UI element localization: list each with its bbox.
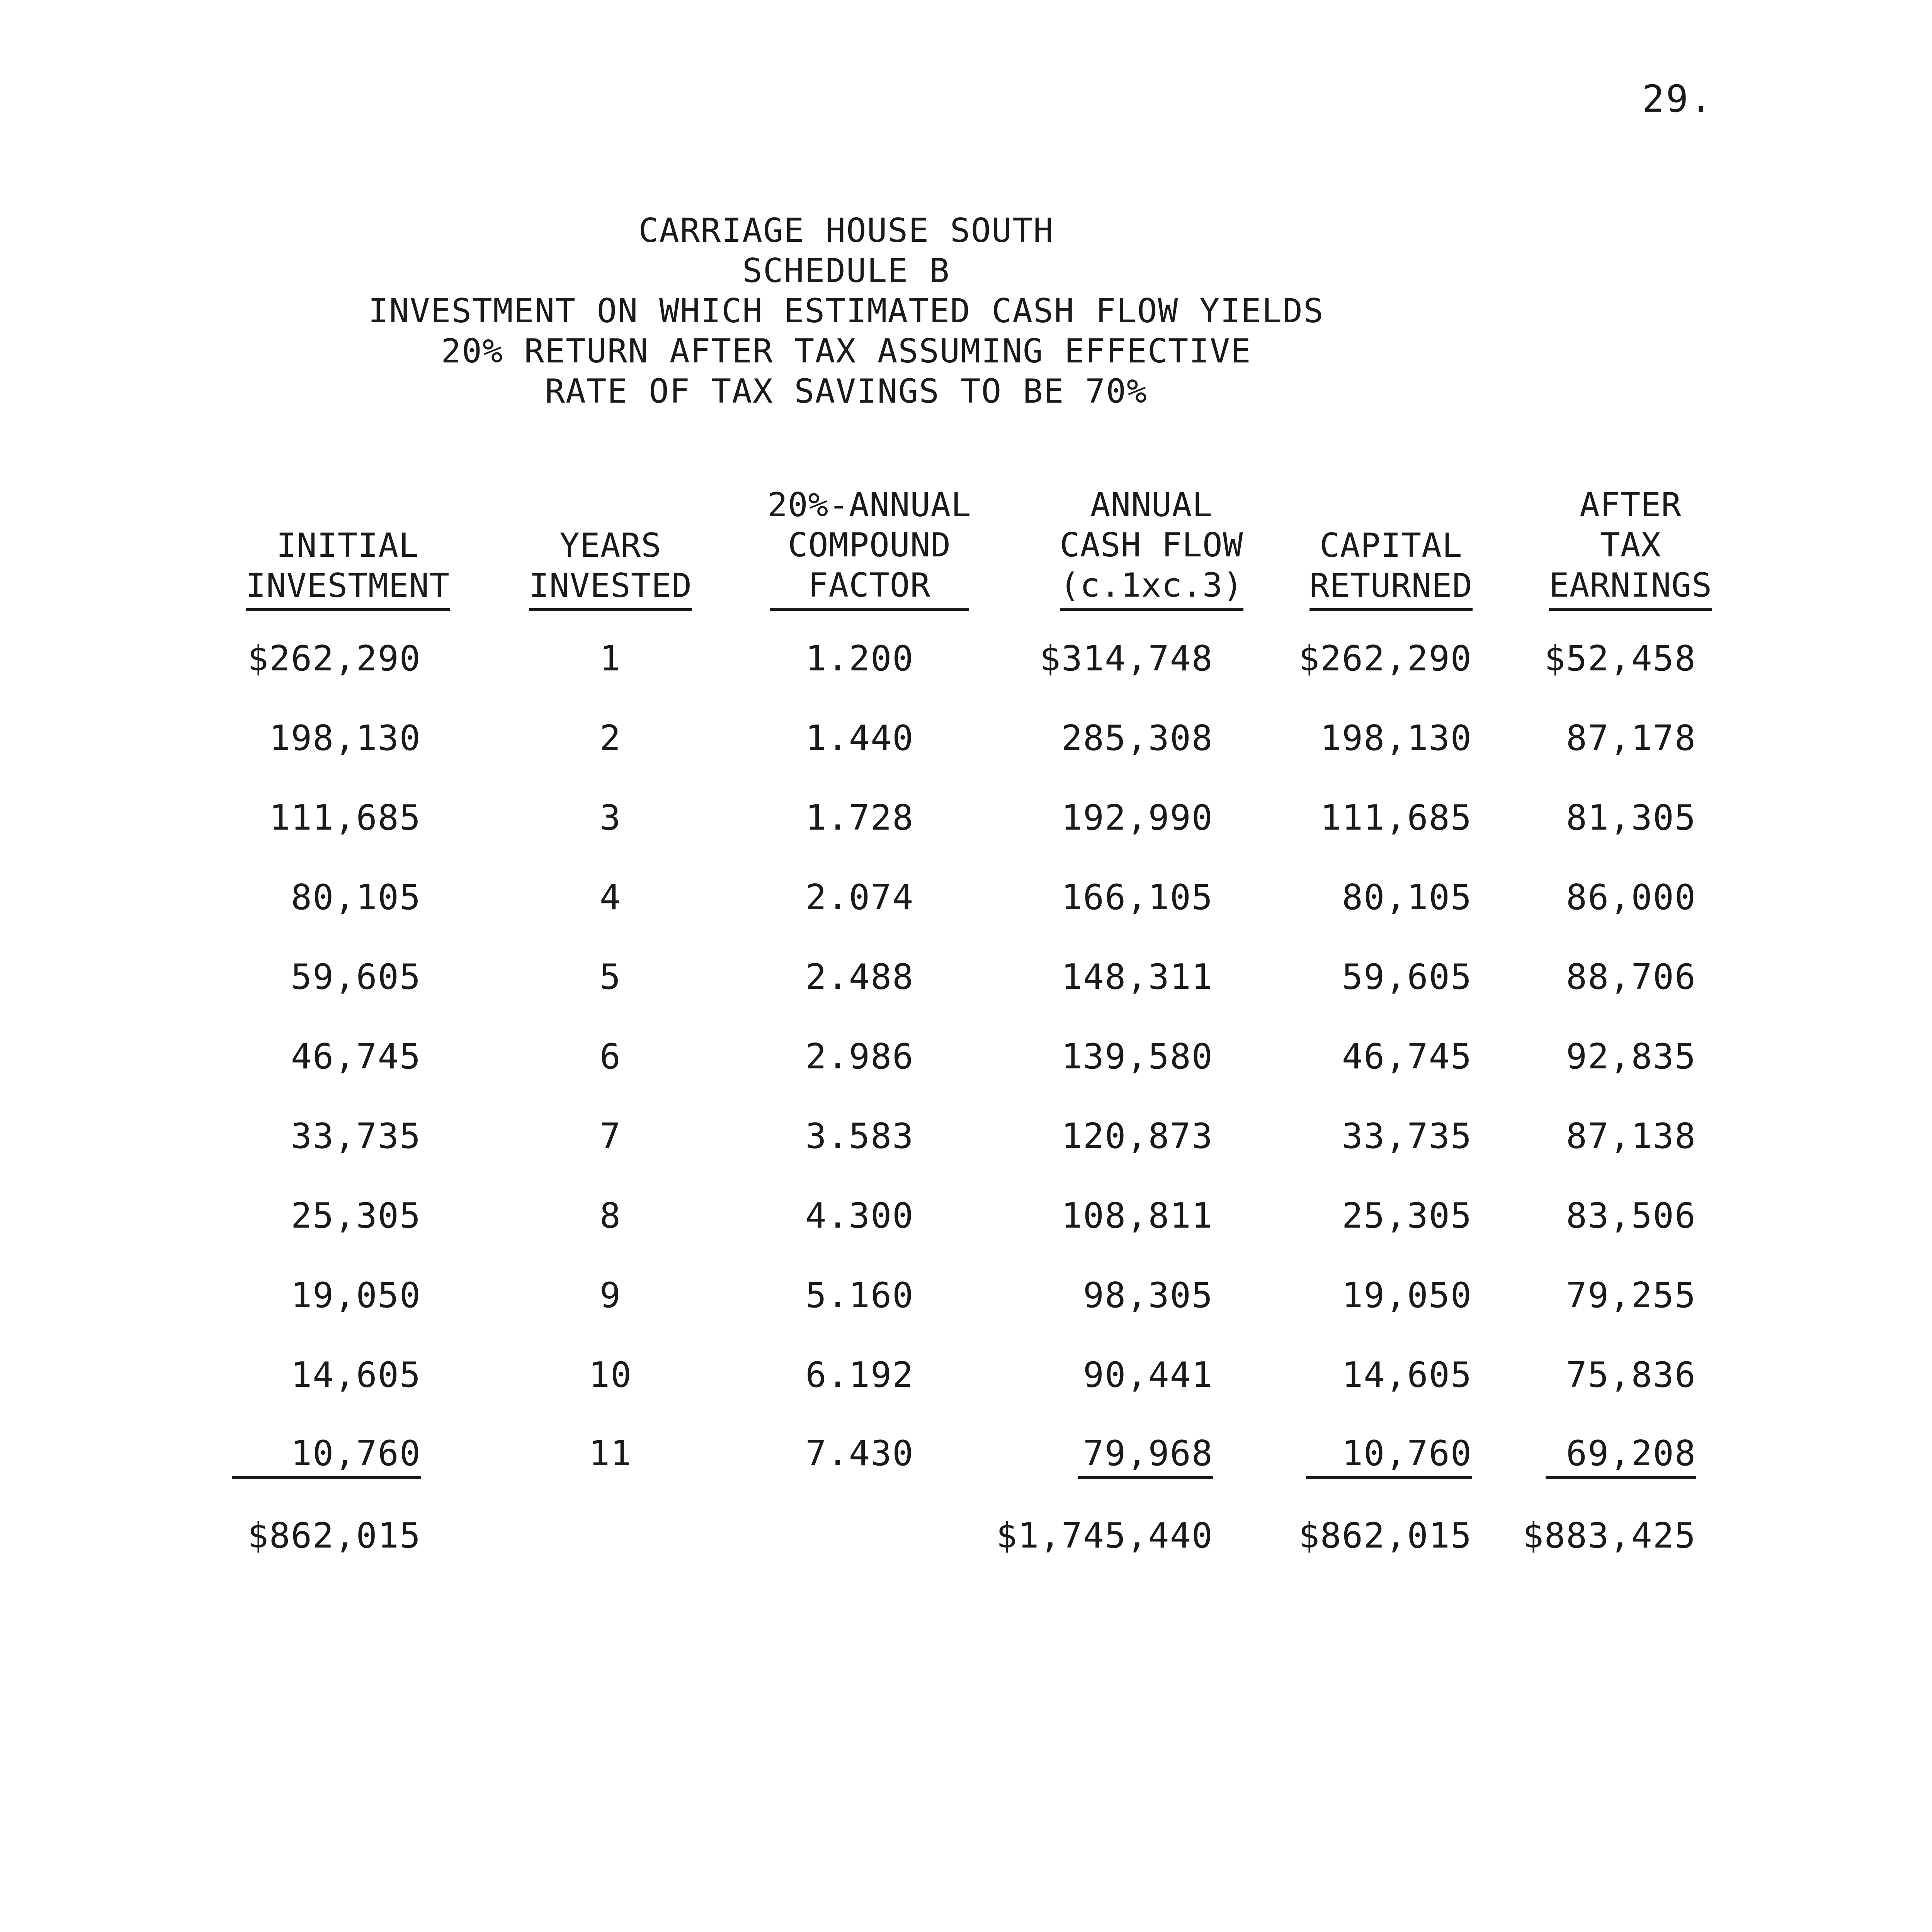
cell-after-tax-earnings: 81,305 bbox=[1566, 798, 1696, 838]
cell-capital-returned: 198,130 bbox=[1320, 718, 1472, 759]
cell-initial-investment: 80,105 bbox=[291, 877, 421, 918]
cell-annual-cash-flow: 192,990 bbox=[1061, 798, 1213, 838]
title-line: RATE OF TAX SAVINGS TO BE 70% bbox=[545, 372, 1148, 411]
cell-capital-returned: $262,290 bbox=[1298, 638, 1472, 679]
header-line: ANNUAL bbox=[1090, 486, 1213, 524]
cell-compound-factor: 7.430 bbox=[805, 1433, 914, 1474]
header-line: INVESTED bbox=[529, 566, 692, 611]
cell-initial-investment: 198,130 bbox=[269, 718, 421, 759]
header-compound-factor bbox=[734, 485, 1005, 611]
header-annual-cash-flow bbox=[1024, 485, 1279, 611]
cell-after-tax-earnings: 88,706 bbox=[1566, 957, 1696, 997]
cell-years-invested: 4 bbox=[599, 877, 622, 918]
cell-capital-returned: 10,760 bbox=[1306, 1434, 1472, 1479]
cell-annual-cash-flow: 79,968 bbox=[1078, 1434, 1213, 1479]
header-line: INVESTMENT bbox=[246, 566, 450, 611]
cell-years-invested: 8 bbox=[599, 1196, 622, 1236]
cell-years-invested: 6 bbox=[599, 1036, 622, 1077]
cell-compound-factor: 4.300 bbox=[805, 1196, 914, 1236]
header-line: 20%-ANNUAL bbox=[767, 486, 971, 524]
cell-capital-returned: 59,605 bbox=[1342, 957, 1472, 997]
cell-compound-factor: 2.074 bbox=[805, 877, 914, 918]
cell-after-tax-earnings: 79,255 bbox=[1566, 1275, 1696, 1316]
cell-years-invested: 1 bbox=[599, 638, 622, 679]
cell-capital-returned: 111,685 bbox=[1320, 798, 1472, 838]
header-line: (c.1xc.3) bbox=[1060, 565, 1243, 611]
cell-compound-factor: 1.200 bbox=[805, 638, 914, 679]
cell-after-tax-earnings: 75,836 bbox=[1566, 1355, 1696, 1395]
cell-initial-investment: 14,605 bbox=[291, 1355, 421, 1395]
cell-years-invested: 5 bbox=[599, 957, 622, 997]
total-initial-investment: $862,015 bbox=[247, 1515, 421, 1556]
cell-initial-investment: 25,305 bbox=[291, 1196, 421, 1236]
title-line: CARRIAGE HOUSE SOUTH bbox=[638, 211, 1054, 250]
cell-years-invested: 7 bbox=[599, 1116, 622, 1156]
total-annual-cash-flow: $1,745,440 bbox=[996, 1515, 1213, 1556]
title-line: SCHEDULE B bbox=[742, 252, 950, 290]
cell-initial-investment: 10,760 bbox=[232, 1434, 421, 1479]
cell-annual-cash-flow: 90,441 bbox=[1083, 1355, 1213, 1395]
cell-after-tax-earnings: 92,835 bbox=[1566, 1036, 1696, 1077]
cell-annual-cash-flow: 285,308 bbox=[1061, 718, 1213, 759]
cell-annual-cash-flow: 108,811 bbox=[1061, 1196, 1213, 1236]
cell-after-tax-earnings: $52,458 bbox=[1544, 638, 1696, 679]
cell-compound-factor: 3.583 bbox=[805, 1116, 914, 1156]
cell-annual-cash-flow: 139,580 bbox=[1061, 1036, 1213, 1077]
cell-capital-returned: 80,105 bbox=[1342, 877, 1472, 918]
cell-capital-returned: 46,745 bbox=[1342, 1036, 1472, 1077]
cell-initial-investment: $262,290 bbox=[247, 638, 421, 679]
page-number: 29. bbox=[1642, 77, 1714, 121]
cell-annual-cash-flow: $314,748 bbox=[1039, 638, 1213, 679]
cell-after-tax-earnings: 87,178 bbox=[1566, 718, 1696, 759]
cell-capital-returned: 25,305 bbox=[1342, 1196, 1472, 1236]
header-years-invested bbox=[510, 526, 711, 611]
header-line: RETURNED bbox=[1310, 566, 1473, 611]
cell-annual-cash-flow: 148,311 bbox=[1061, 957, 1213, 997]
cell-compound-factor: 5.160 bbox=[805, 1275, 914, 1316]
cell-compound-factor: 2.488 bbox=[805, 957, 914, 997]
cell-capital-returned: 33,735 bbox=[1342, 1116, 1472, 1156]
cell-annual-cash-flow: 98,305 bbox=[1083, 1275, 1213, 1316]
header-line: YEARS bbox=[560, 526, 662, 565]
header-line: FACTOR bbox=[770, 565, 969, 611]
header-line: TAX bbox=[1600, 526, 1662, 565]
cell-compound-factor: 1.440 bbox=[805, 718, 914, 759]
title-line: INVESTMENT ON WHICH ESTIMATED CASH FLOW YIELDS bbox=[368, 292, 1324, 330]
header-line: EARNINGS bbox=[1549, 565, 1712, 611]
cell-capital-returned: 14,605 bbox=[1342, 1355, 1472, 1395]
header-line: AFTER bbox=[1580, 486, 1682, 524]
cell-years-invested: 2 bbox=[599, 718, 622, 759]
cell-after-tax-earnings: 87,138 bbox=[1566, 1116, 1696, 1156]
cell-years-invested: 3 bbox=[599, 798, 622, 838]
header-line: CASH FLOW bbox=[1060, 526, 1243, 565]
title-line: 20% RETURN AFTER TAX ASSUMING EFFECTIVE bbox=[441, 332, 1252, 371]
header-after-tax-earnings bbox=[1530, 485, 1731, 611]
cell-years-invested: 11 bbox=[588, 1433, 633, 1474]
cell-compound-factor: 6.192 bbox=[805, 1355, 914, 1395]
cell-initial-investment: 19,050 bbox=[291, 1275, 421, 1316]
header-capital-returned bbox=[1291, 526, 1492, 611]
cell-annual-cash-flow: 120,873 bbox=[1061, 1116, 1213, 1156]
cell-capital-returned: 19,050 bbox=[1342, 1275, 1472, 1316]
cell-after-tax-earnings: 69,208 bbox=[1546, 1434, 1696, 1479]
header-initial-investment bbox=[228, 526, 468, 611]
cell-initial-investment: 46,745 bbox=[291, 1036, 421, 1077]
header-line: COMPOUND bbox=[787, 526, 951, 565]
cell-years-invested: 10 bbox=[588, 1355, 633, 1395]
total-after-tax-earnings: $883,425 bbox=[1522, 1515, 1696, 1556]
cell-initial-investment: 59,605 bbox=[291, 957, 421, 997]
cell-after-tax-earnings: 86,000 bbox=[1566, 877, 1696, 918]
cell-compound-factor: 1.728 bbox=[805, 798, 914, 838]
header-line: INITIAL bbox=[276, 526, 419, 565]
cell-after-tax-earnings: 83,506 bbox=[1566, 1196, 1696, 1236]
title-block bbox=[0, 211, 1692, 412]
cell-compound-factor: 2.986 bbox=[805, 1036, 914, 1077]
total-capital-returned: $862,015 bbox=[1298, 1515, 1472, 1556]
header-line: CAPITAL bbox=[1320, 526, 1463, 565]
cell-annual-cash-flow: 166,105 bbox=[1061, 877, 1213, 918]
cell-initial-investment: 33,735 bbox=[291, 1116, 421, 1156]
cell-initial-investment: 111,685 bbox=[269, 798, 421, 838]
cell-years-invested: 9 bbox=[599, 1275, 622, 1316]
